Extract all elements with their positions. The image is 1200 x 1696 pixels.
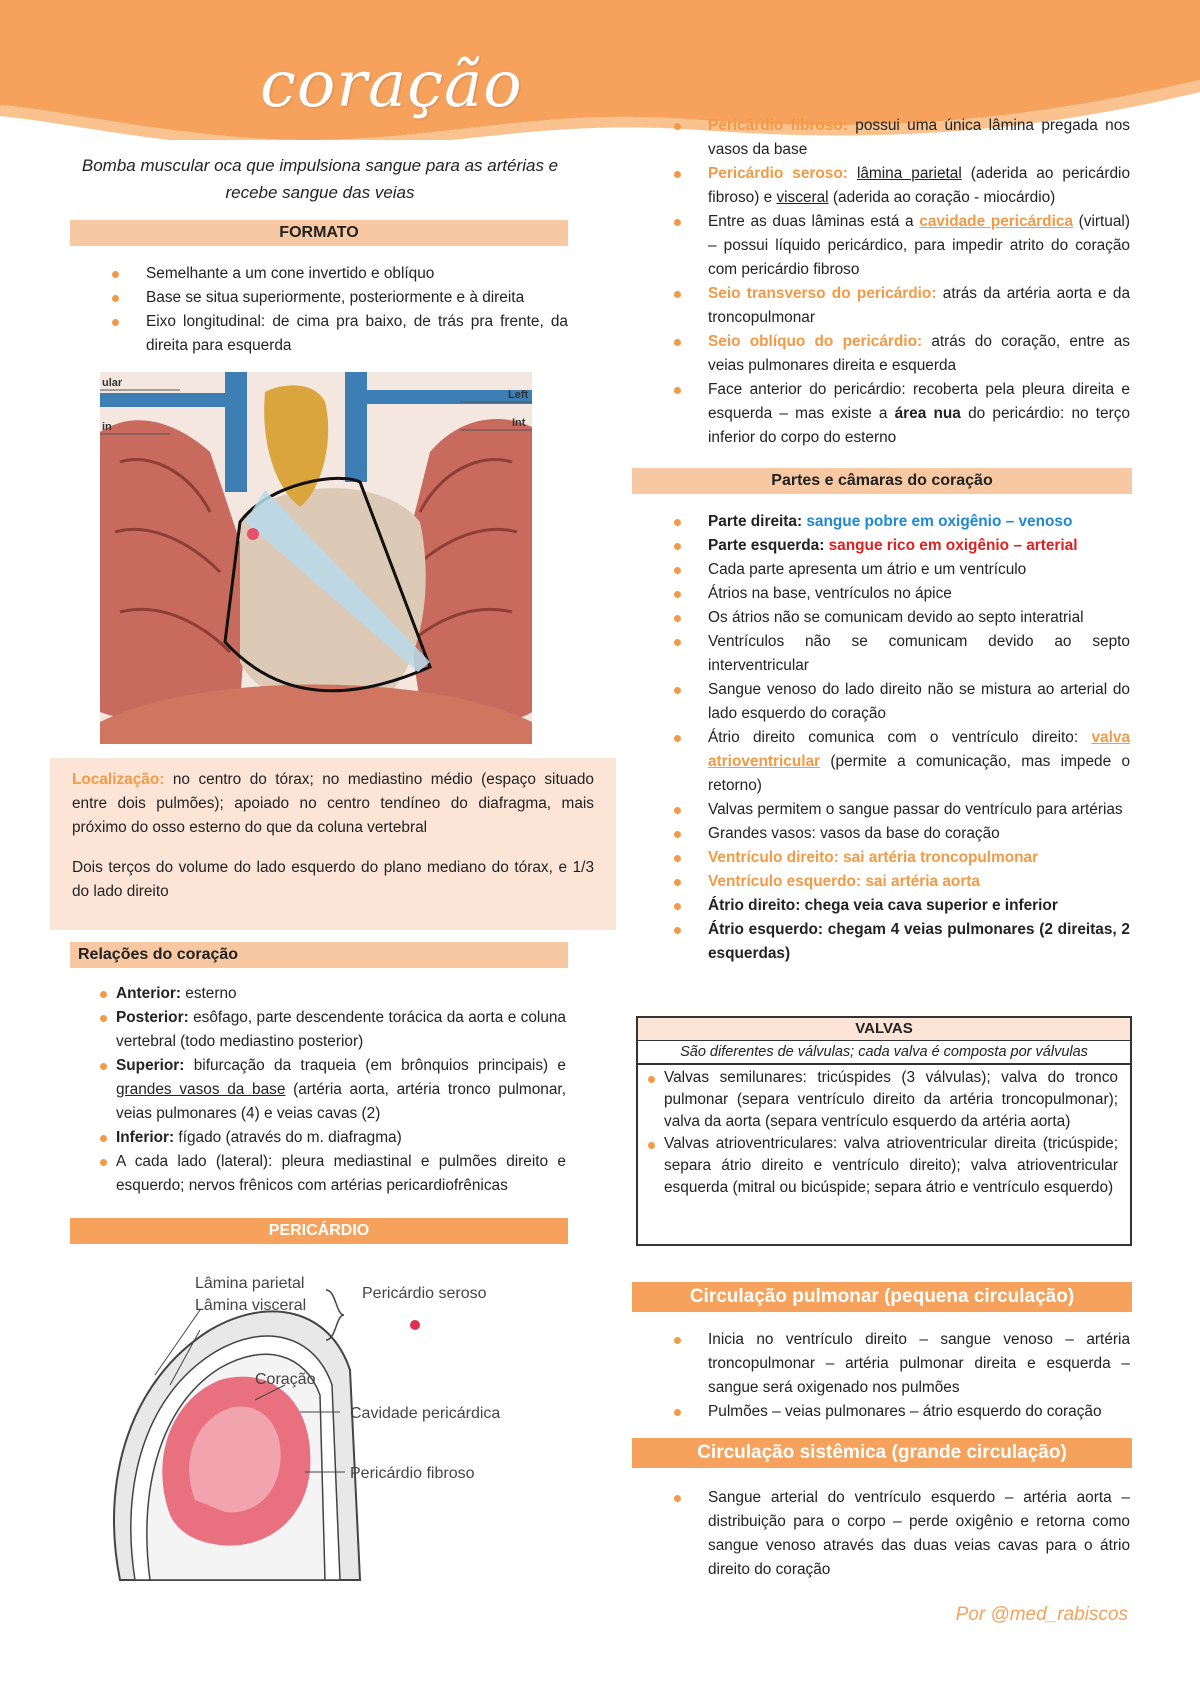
thorax-illustration bbox=[100, 372, 532, 744]
list-item: Ventrículo direito: sai artéria troncopulmonar bbox=[670, 846, 1130, 870]
circ-pulmonar-list bbox=[670, 1328, 1130, 1424]
valvas-subheading: São diferentes de válvulas; cada valva é composta por válvulas bbox=[638, 1041, 1130, 1065]
list-item: Átrio direito: chega veia cava superior e inferior bbox=[670, 894, 1130, 918]
item-text: esôfago, parte descendente torácica da aorta e coluna vertebral (todo mediastino posterior) bbox=[116, 1009, 566, 1050]
page-subtitle: Bomba muscular oca que impulsiona sangue para as artérias e recebe sangue das veias bbox=[81, 156, 559, 202]
list-item: Inicia no ventrículo direito – sangue venoso – artéria troncopulmonar – artéria pulmonar direita e esquerda – sangue será oxigenado nos pulmões bbox=[670, 1328, 1130, 1400]
list-item bbox=[670, 726, 1130, 798]
list-item: Cada parte apresenta um átrio e um ventrículo bbox=[670, 558, 1130, 582]
item-label: Posterior: bbox=[116, 1009, 189, 1026]
list-item bbox=[670, 210, 1130, 282]
section-relacoes-heading: Relações do coração bbox=[70, 942, 568, 968]
list-item bbox=[670, 330, 1130, 378]
label-fibroso: Pericárdio fibroso bbox=[350, 1465, 475, 1482]
list-item bbox=[98, 1126, 566, 1150]
thorax-label: in bbox=[102, 421, 112, 433]
localizacao-paragraph bbox=[72, 768, 594, 840]
item-label: Seio transverso do pericárdio: bbox=[708, 285, 937, 302]
thorax-label: Left bbox=[508, 389, 529, 401]
partes-list bbox=[670, 510, 1130, 966]
item-value: sangue pobre em oxigênio – venoso bbox=[802, 513, 1073, 530]
item-text: (permite a comunicação, mas impede o retorno) bbox=[708, 753, 1130, 794]
item-text: Átrio direito comunica com o ventrículo direito: bbox=[708, 729, 1092, 746]
item-text: Entre as duas lâminas está a bbox=[708, 213, 920, 230]
relacoes-list bbox=[98, 982, 566, 1198]
list-item: Valvas atrioventriculares: valva atrioventricular direita (tricúspide; separa átrio direito e ventrículo direito); valva atrioventricular esquerda (mitral ou bicúspide; separa átrio e ventrículo esquerdo) bbox=[646, 1133, 1118, 1199]
thorax-label: ular bbox=[102, 377, 123, 389]
localizacao-label: Localização: bbox=[72, 771, 165, 788]
list-item bbox=[670, 510, 1130, 534]
pericardio-list bbox=[670, 114, 1130, 450]
item-text: (artéria aorta, artéria tronco pulmonar, veias pulmonares (4) e veias cavas (2) bbox=[116, 1081, 566, 1122]
valvas-heading: VALVAS bbox=[638, 1018, 1130, 1041]
circ-sistemica-list bbox=[670, 1486, 1130, 1582]
item-label: Pericárdio seroso: bbox=[708, 165, 848, 182]
valvas-list bbox=[638, 1065, 1130, 1199]
list-item: Átrios na base, ventrículos no ápice bbox=[670, 582, 1130, 606]
label-lamina-parietal: Lâmina parietal bbox=[195, 1275, 305, 1292]
list-item: Sangue arterial do ventrículo esquerdo – artéria aorta – distribuição para o corpo – perde oxigênio e retorna como sangue venoso através das duas veias cavas para o átrio direito do coração bbox=[670, 1486, 1130, 1582]
list-item: Ventrículos não se comunicam devido ao septo interventricular bbox=[670, 630, 1130, 678]
list-item: Ventrículo esquerdo: sai artéria aorta bbox=[670, 870, 1130, 894]
label-cavidade: Cavidade pericárdica bbox=[350, 1405, 501, 1422]
item-text: possui uma única lâmina pregada nos vasos da base bbox=[708, 117, 1130, 158]
item-text: (aderida ao pericárdio fibroso) e bbox=[708, 165, 1131, 206]
item-label: Superior: bbox=[116, 1057, 185, 1074]
formato-list bbox=[108, 262, 568, 358]
valvas-box bbox=[636, 1016, 1132, 1246]
list-item: Semelhante a um cone invertido e oblíquo bbox=[108, 262, 568, 286]
item-text: (virtual) – possui líquido pericárdico, para impedir atrito do coração com pericárdio fibroso bbox=[708, 213, 1130, 278]
list-item bbox=[98, 1054, 566, 1126]
item-text: fígado (através do m. diafragma) bbox=[174, 1129, 402, 1146]
item-text: atrás do coração, entre as veias pulmonares direita e esquerda bbox=[708, 333, 1130, 374]
item-highlight: cavidade pericárdica bbox=[919, 213, 1073, 230]
list-item: Eixo longitudinal: de cima pra baixo, de trás pra frente, da direita para esquerda bbox=[108, 310, 568, 358]
pericardio-diagram bbox=[100, 1260, 540, 1590]
item-highlight: valva atrioventricular bbox=[708, 729, 1130, 770]
list-item bbox=[670, 534, 1130, 558]
item-text: Face anterior do pericárdio: recoberta pela pleura direita e esquerda – mas existe a bbox=[708, 381, 1130, 422]
section-partes-heading: Partes e câmaras do coração bbox=[632, 468, 1132, 494]
page-title: coração bbox=[260, 48, 523, 122]
list-item: Os átrios não se comunicam devido ao septo interatrial bbox=[670, 606, 1130, 630]
item-underline: lâmina parietal bbox=[856, 165, 962, 182]
item-bold: área nua bbox=[894, 405, 961, 422]
localizacao-text: no centro do tórax; no mediastino médio (espaço situado entre dois pulmões); apoiado no centro tendíneo do diafragma, mais próximo do osso esterno do que da coluna vertebral bbox=[72, 771, 594, 836]
label-coracao: Coração bbox=[255, 1371, 316, 1388]
item-label: Parte esquerda: bbox=[708, 537, 825, 554]
list-item: Átrio esquerdo: chegam 4 veias pulmonares (2 direitas, 2 esquerdas) bbox=[670, 918, 1130, 966]
list-item bbox=[98, 1150, 566, 1198]
localizacao-box bbox=[50, 758, 616, 930]
list-item: Sangue venoso do lado direito não se mistura ao arterial do lado esquerdo do coração bbox=[670, 678, 1130, 726]
section-pericardio-heading: PERICÁRDIO bbox=[70, 1218, 568, 1244]
list-item: Grandes vasos: vasos da base do coração bbox=[670, 822, 1130, 846]
list-item: Valvas permitem o sangue passar do ventrículo para artérias bbox=[670, 798, 1130, 822]
list-item bbox=[670, 378, 1130, 450]
item-underline: visceral bbox=[776, 189, 829, 206]
list-item: Pulmões – veias pulmonares – átrio esquerdo do coração bbox=[670, 1400, 1130, 1424]
item-label: Anterior: bbox=[116, 985, 181, 1002]
thorax-label: Int bbox=[512, 417, 526, 429]
list-item bbox=[98, 1006, 566, 1054]
item-text: A cada lado (lateral): pleura mediastinal e pulmões direito e esquerdo; nervos frênicos com artérias pericardiofrênicas bbox=[116, 1153, 566, 1194]
item-text bbox=[848, 165, 857, 182]
item-text: do pericárdio: no terço inferior do corpo do esterno bbox=[708, 405, 1130, 446]
section-circ-sistemica-heading: Circulação sistêmica (grande circulação) bbox=[632, 1438, 1132, 1468]
footer-credit: Por @med_rabiscos bbox=[955, 1604, 1128, 1625]
list-item bbox=[670, 114, 1130, 162]
item-text: esterno bbox=[180, 985, 237, 1002]
localizacao-text2: Dois terços do volume do lado esquerdo do plano mediano do tórax, e 1/3 do lado direito bbox=[72, 859, 594, 900]
item-label: Parte direita: bbox=[708, 513, 803, 530]
list-item bbox=[670, 162, 1130, 210]
list-item bbox=[670, 282, 1130, 330]
list-item bbox=[98, 982, 566, 1006]
item-label: Inferior: bbox=[116, 1129, 175, 1146]
item-text: (aderida ao coração - miocárdio) bbox=[828, 189, 1056, 206]
list-item: Base se situa superiormente, posteriormente e à direita bbox=[108, 286, 568, 310]
item-text: bifurcação da traqueia (em brônquios principais) e bbox=[184, 1057, 566, 1074]
item-underline: grandes vasos da base bbox=[116, 1081, 286, 1098]
label-pericardio-seroso: Pericárdio seroso bbox=[362, 1285, 487, 1302]
item-value: sangue rico em oxigênio – arterial bbox=[824, 537, 1078, 554]
item-text: atrás da artéria aorta e da troncopulmonar bbox=[708, 285, 1130, 326]
section-formato-heading: FORMATO bbox=[70, 220, 568, 246]
item-label: Seio oblíquo do pericárdio: bbox=[708, 333, 923, 350]
label-lamina-visceral: Lâmina visceral bbox=[195, 1297, 307, 1314]
section-circ-pulmonar-heading: Circulação pulmonar (pequena circulação) bbox=[632, 1282, 1132, 1312]
list-item: Valvas semilunares: tricúspides (3 válvulas); valva do tronco pulmonar (separa ventrículo direito da artéria troncopulmonar); valva da aorta (separa ventrículo esquerdo da artéria aorta) bbox=[646, 1067, 1118, 1133]
item-label: Pericárdio fibroso: bbox=[708, 117, 848, 134]
